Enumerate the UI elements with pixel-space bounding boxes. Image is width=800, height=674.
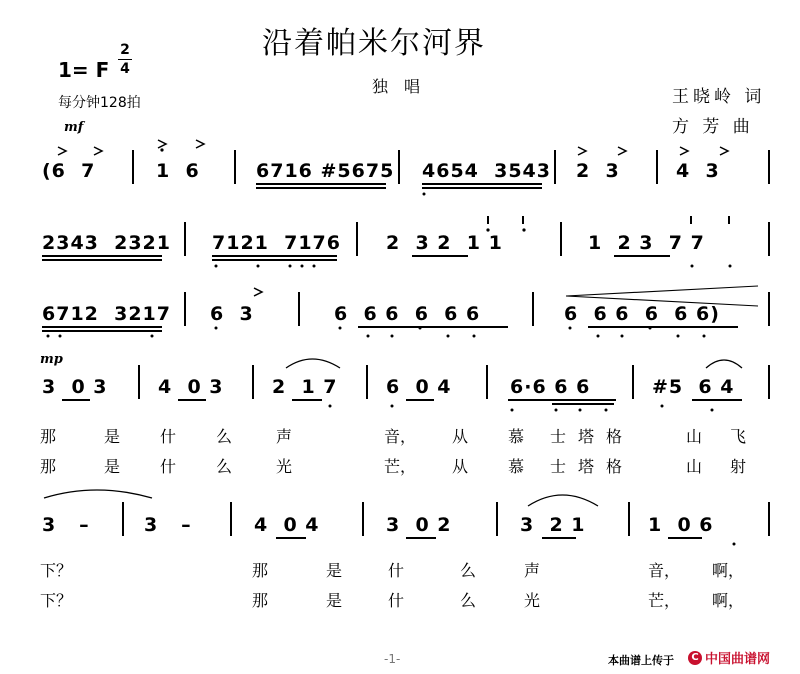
lyric-char: 士 <box>550 457 567 476</box>
tenuto-mark <box>487 216 489 224</box>
lyric-char: 什 <box>160 457 177 476</box>
row5-m4: 3 0 2 <box>386 514 452 536</box>
lyric-char: 啊， <box>712 561 745 580</box>
dynamic-mp: mp <box>40 352 63 367</box>
hairpin-line <box>566 286 758 296</box>
row4-m2: 4 0 3 <box>158 376 224 398</box>
lyric-char: 那 <box>252 561 269 580</box>
lyric-char: 下？ <box>40 591 73 610</box>
row2-m4: 1 2 3 7 7 <box>588 232 705 254</box>
lyric-char: 么 <box>460 591 477 610</box>
lyric-char: 是 <box>104 457 121 476</box>
key-label: 1= F <box>58 58 110 82</box>
logo-text: 中国曲谱网 <box>705 652 771 667</box>
song-title: 沿着帕米尔河界 <box>262 26 486 61</box>
row1-m4: 4654 3543 <box>422 160 551 182</box>
lyric-char: 慕 <box>508 427 525 446</box>
composer-credit: 方 芳 曲 <box>672 117 754 137</box>
tenuto-mark <box>522 216 524 224</box>
row3-m3: 6 6 6 6 6 6 <box>334 303 481 325</box>
time-denominator: 4 <box>120 61 130 77</box>
row4-m1: 3 0 3 <box>42 376 108 398</box>
row2-m1: 2343 2321 <box>42 232 171 254</box>
lyric-char: 格 <box>606 457 623 476</box>
row5-m5: 3 2 1 <box>520 514 586 536</box>
logo-icon: C <box>688 651 702 665</box>
lyric-char: 什 <box>388 591 405 610</box>
accent-mark <box>680 147 688 155</box>
lyric-char: 飞 <box>730 427 747 446</box>
row5-m1: 3 – <box>42 514 90 536</box>
dynamic-mf: mf <box>64 120 84 135</box>
accent-mark <box>158 140 166 148</box>
row1-m5: 2 3 <box>576 160 620 182</box>
lyric-char: 音， <box>384 427 417 446</box>
lyric-char: 那 <box>252 591 269 610</box>
row4-m5: 6·6 6 6 <box>510 376 591 398</box>
lyric-char: 是 <box>104 427 121 446</box>
lyric-char: 光 <box>276 457 293 476</box>
tenuto-mark <box>728 216 730 224</box>
lyric-char: 光 <box>524 591 541 610</box>
row2-m3: 2 3 2 1 1 <box>386 232 503 254</box>
row5-m2: 3 – <box>144 514 192 536</box>
page-number: -1- <box>384 652 401 666</box>
lyric-char: 山 <box>686 427 703 446</box>
slur <box>706 360 742 368</box>
lyric-char: 是 <box>326 561 343 580</box>
octave-dots <box>47 148 736 545</box>
lyric-char: 么 <box>216 457 233 476</box>
lyric-char: 从 <box>452 457 469 476</box>
lyric-char: 塔 <box>578 457 595 476</box>
accent-mark <box>196 140 204 148</box>
accent-mark <box>94 147 102 155</box>
lyric-char: 啊， <box>712 591 745 610</box>
row1-m6: 4 3 <box>676 160 720 182</box>
row2-m2: 7121 7176 <box>212 232 341 254</box>
lyric-char: 么 <box>216 427 233 446</box>
lyric-char: 那 <box>40 427 57 446</box>
slur <box>528 495 598 506</box>
row1-m2: 1 6 <box>156 160 200 182</box>
lyric-char: 格 <box>606 427 623 446</box>
lyric-char: 射 <box>730 457 747 476</box>
lyric-char: 从 <box>452 427 469 446</box>
lyric-char: 那 <box>40 457 57 476</box>
tenuto-marks <box>487 216 730 224</box>
tempo-marking: 每分钟128拍 <box>58 95 141 111</box>
row5-m3: 4 0 4 <box>254 514 320 536</box>
lyric-char: 慕 <box>508 457 525 476</box>
accent-mark <box>58 147 66 155</box>
lyric-char: 什 <box>160 427 177 446</box>
lyric-char: 什 <box>388 561 405 580</box>
slur <box>286 359 340 368</box>
lyric-char: 么 <box>460 561 477 580</box>
time-numerator: 2 <box>120 42 130 58</box>
song-subtitle: 独唱 <box>372 77 437 96</box>
accent-mark <box>578 147 586 155</box>
slurs <box>44 359 742 506</box>
row3-m4: 6 6 6 6 6 6) <box>564 303 720 325</box>
tenuto-mark <box>690 216 692 224</box>
accent-mark <box>618 147 626 155</box>
slur <box>44 490 152 498</box>
lyric-char: 音， <box>648 561 681 580</box>
lyric-char: 芒， <box>648 591 681 610</box>
lyric-char: 声 <box>524 561 541 580</box>
lyric-char: 士 <box>550 427 567 446</box>
lyric-char: 芒， <box>384 457 417 476</box>
row1-m3: 6716 #5675 <box>256 160 395 182</box>
row5-m6: 1 0 6 <box>648 514 714 536</box>
row4-m4: 6 0 4 <box>386 376 452 398</box>
lyric-char: 塔 <box>578 427 595 446</box>
hairpin-line <box>566 296 758 306</box>
row3-m2: 6 3 <box>210 303 254 325</box>
site-logo <box>688 648 770 667</box>
crescendo-hairpin <box>566 286 758 306</box>
lyric-char: 是 <box>326 591 343 610</box>
row1-notes: (6 7 <box>42 160 96 182</box>
row3-m1: 6712 3217 <box>42 303 171 325</box>
upload-note: 本曲谱上传于 <box>608 654 674 667</box>
lyric-char: 山 <box>686 457 703 476</box>
lyric-char: 下？ <box>40 561 73 580</box>
accent-marks <box>58 140 728 296</box>
accent-mark <box>254 288 262 296</box>
lyricist-credit: 王晓岭 词 <box>672 87 766 107</box>
row4-m3: 2 1 7 <box>272 376 338 398</box>
accent-mark <box>720 147 728 155</box>
lyric-char: 声 <box>276 427 293 446</box>
row4-m6: #5 6 4 <box>652 376 735 398</box>
